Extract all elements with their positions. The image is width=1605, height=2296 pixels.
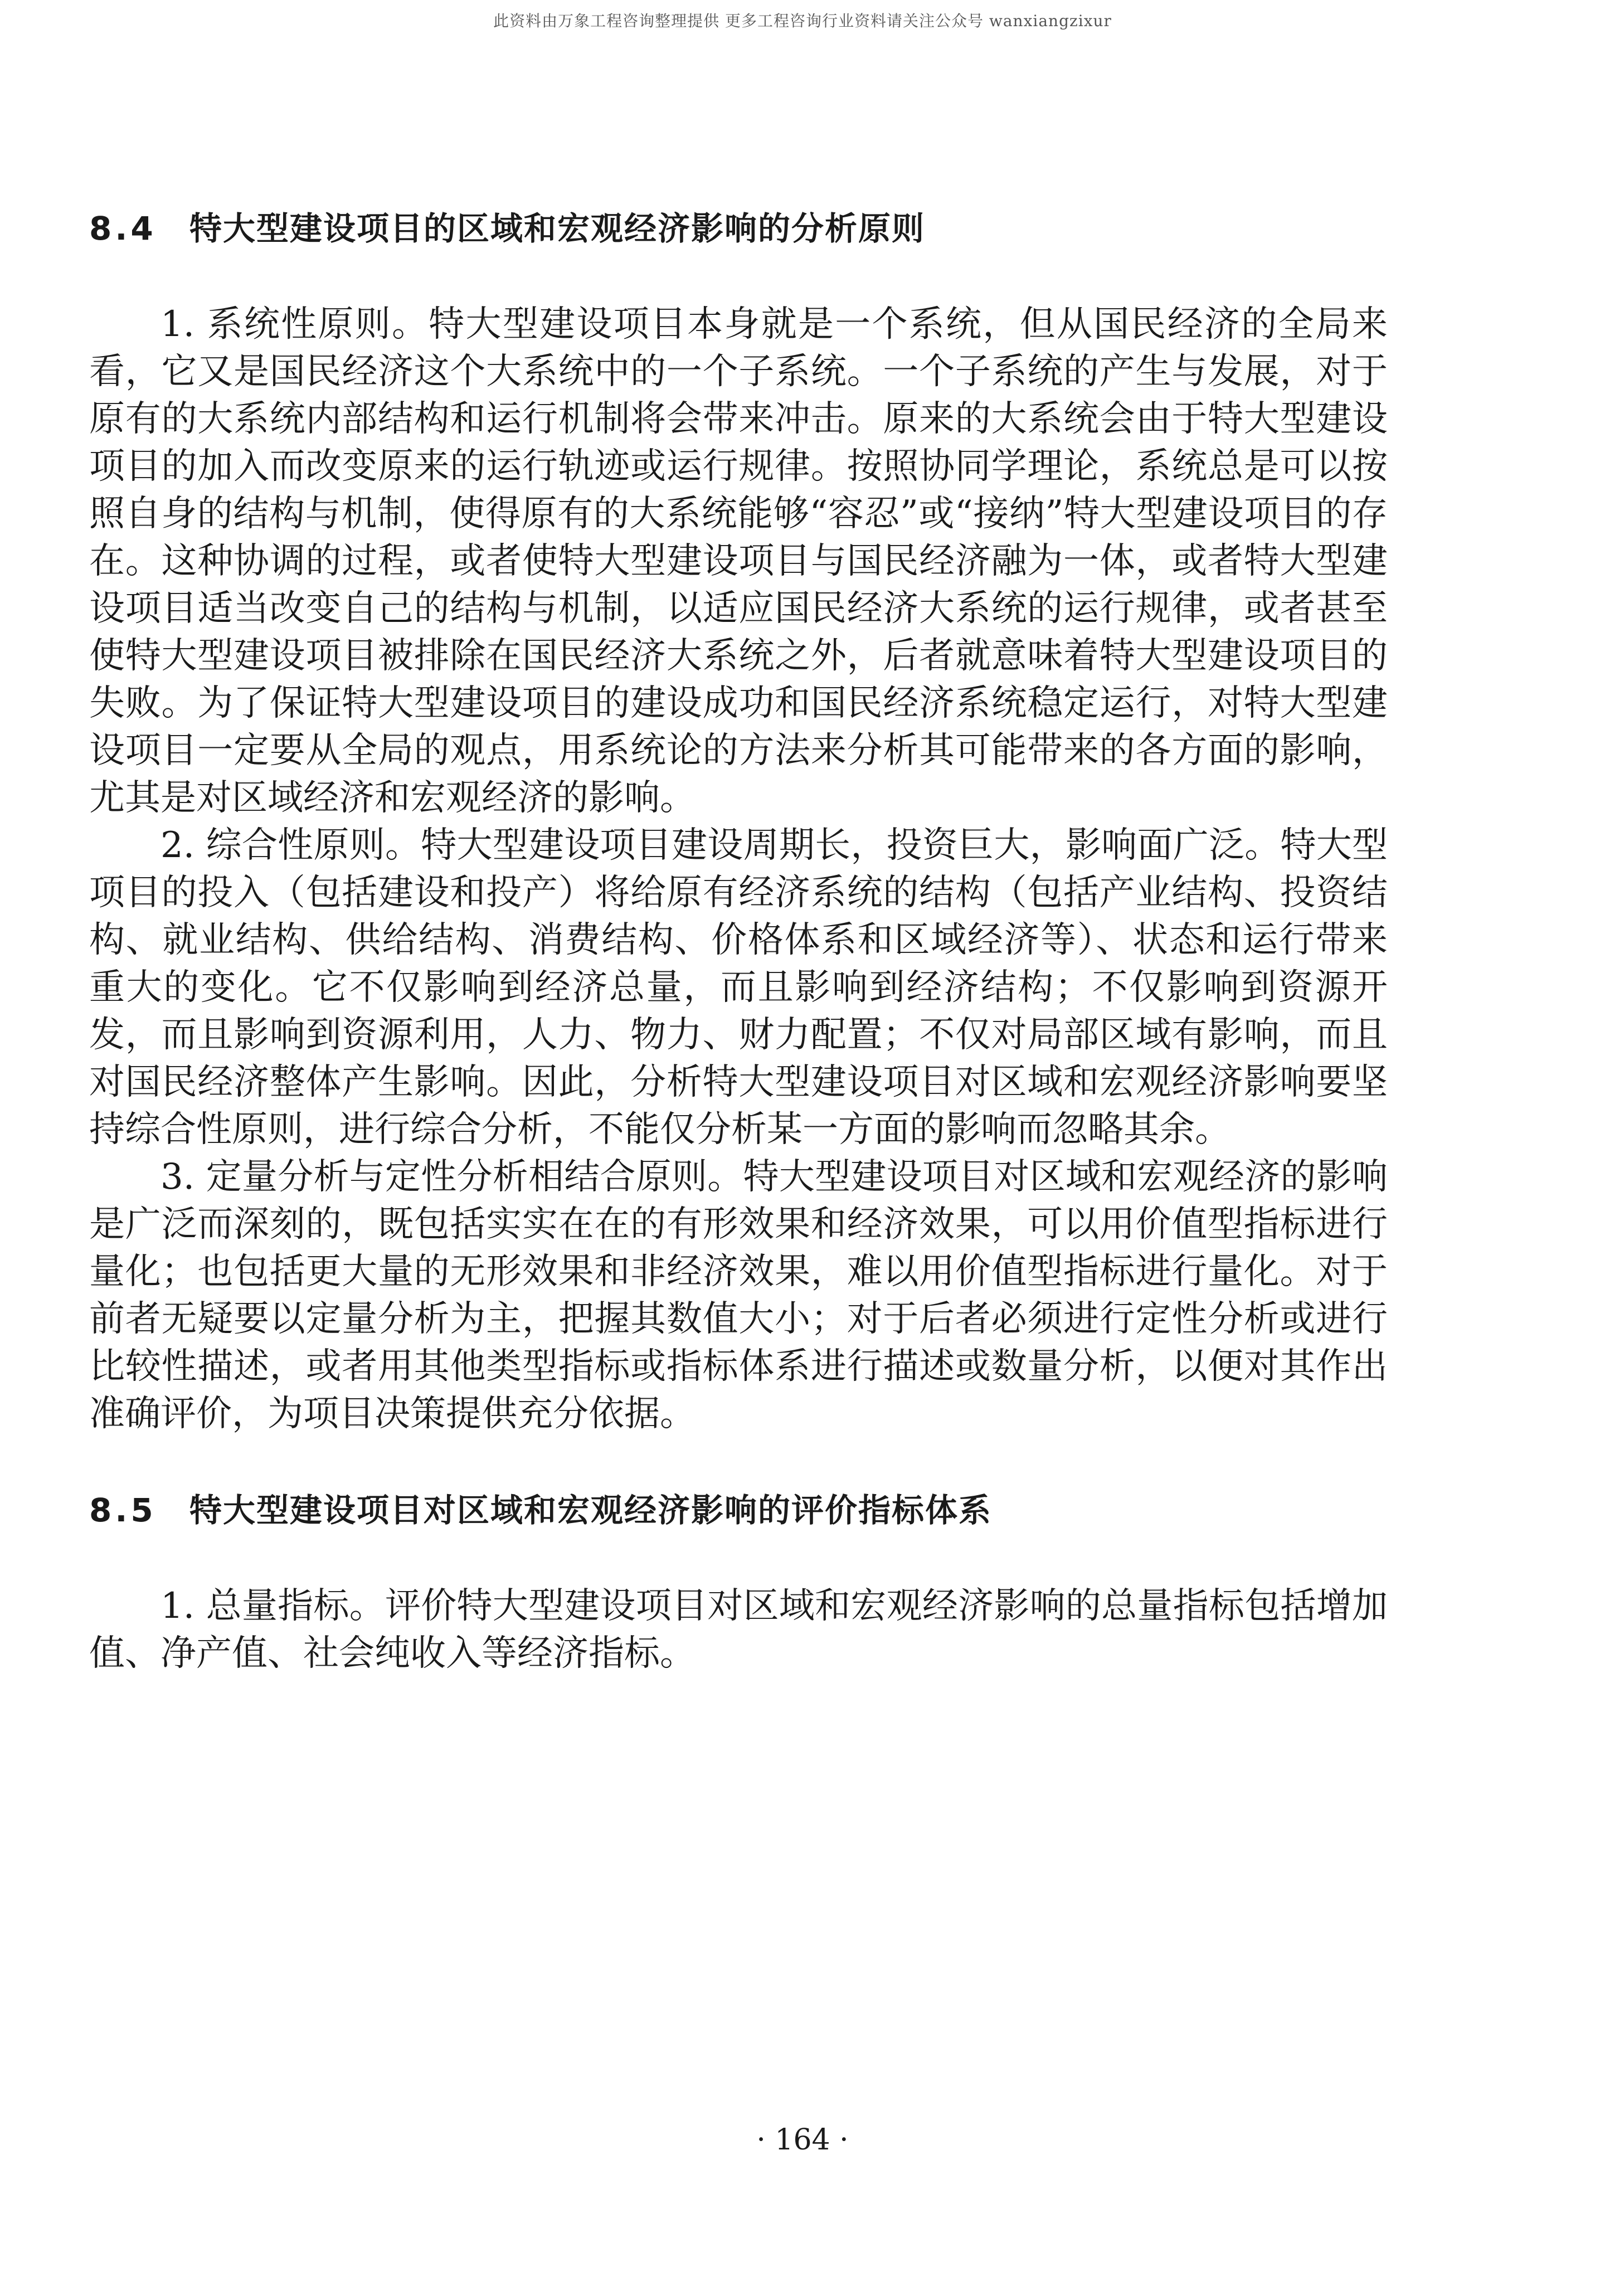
paragraph-comprehensive-principle: 2. 综合性原则。特大型建设项目建设周期长，投资巨大，影响面广泛。特大型项目的投入（包括建设和投产）将给原有经济系统的结构（包括产业结构、投资结构、就业结构、供给结构、消费结构、价格体系和区域经济等）、状态和运行带来重大的变化。它不仅影响到经济总量，而且影响到经济结构；不仅影响到资源开发，而且影响到资源利用，人力、物力、财力配置；不仅对局部区域有影响，而且对国民经济整体产生影响。因此，分析特大型建设项目对区域和宏观经济影响要坚持综合性原则，进行综合分析，不能仅分析某一方面的影响而忽略其余。 [89, 825, 1388, 1150]
section-number: 8.4 [89, 210, 157, 247]
section-heading-8-5 [89, 1488, 1388, 1533]
paragraph-quantitative-qualitative-principle: 3. 定量分析与定性分析相结合原则。特大型建设项目对区域和宏观经济的影响是广泛而深刻的，既包括实实在在的有形效果和经济效果，可以用价值型指标进行量化；也包括更大量的无形效果和非经济效果，难以用价值型指标进行量化。对于前者无疑要以定量分析为主，把握其数值大小；对于后者必须进行定性分析或进行比较性描述，或者用其他类型指标或指标体系进行描述或数量分析，以便对其作出准确评价，为项目决策提供充分依据。 [89, 1156, 1388, 1434]
section-title: 特大型建设项目对区域和宏观经济影响的评价指标体系 [189, 1491, 993, 1529]
section-title: 特大型建设项目的区域和宏观经济影响的分析原则 [189, 210, 926, 247]
page-number: · 164 · [756, 2123, 849, 2157]
page-body [89, 206, 1388, 1677]
watermark-text: 此资料由万象工程咨询整理提供 更多工程咨询行业资料请关注公众号 wanxiangzixur [493, 12, 1112, 30]
paragraph-aggregate-indicators: 1. 总量指标。评价特大型建设项目对区域和宏观经济影响的总量指标包括增加值、净产值、社会纯收入等经济指标。 [89, 1585, 1388, 1674]
section-heading-8-4 [89, 206, 1388, 251]
section-number: 8.5 [89, 1491, 157, 1529]
paragraph-systematic-principle: 1. 系统性原则。特大型建设项目本身就是一个系统，但从国民经济的全局来看，它又是国民经济这个大系统中的一个子系统。一个子系统的产生与发展，对于原有的大系统内部结构和运行机制将会带来冲击。原来的大系统会由于特大型建设项目的加入而改变原来的运行轨迹或运行规律。按照协同学理论，系统总是可以按照自身的结构与机制，使得原有的大系统能够“容忍”或“接纳”特大型建设项目的存在。这种协调的过程，或者使特大型建设项目与国民经济融为一体，或者特大型建设项目适当改变自己的结构与机制，以适应国民经济大系统的运行规律，或者甚至使特大型建设项目被排除在国民经济大系统之外，后者就意味着特大型建设项目的失败。为了保证特大型建设项目的建设成功和国民经济系统稳定运行，对特大型建设项目一定要从全局的观点，用系统论的方法来分析其可能带来的各方面的影响，尤其是对区域经济和宏观经济的影响。 [89, 304, 1388, 819]
